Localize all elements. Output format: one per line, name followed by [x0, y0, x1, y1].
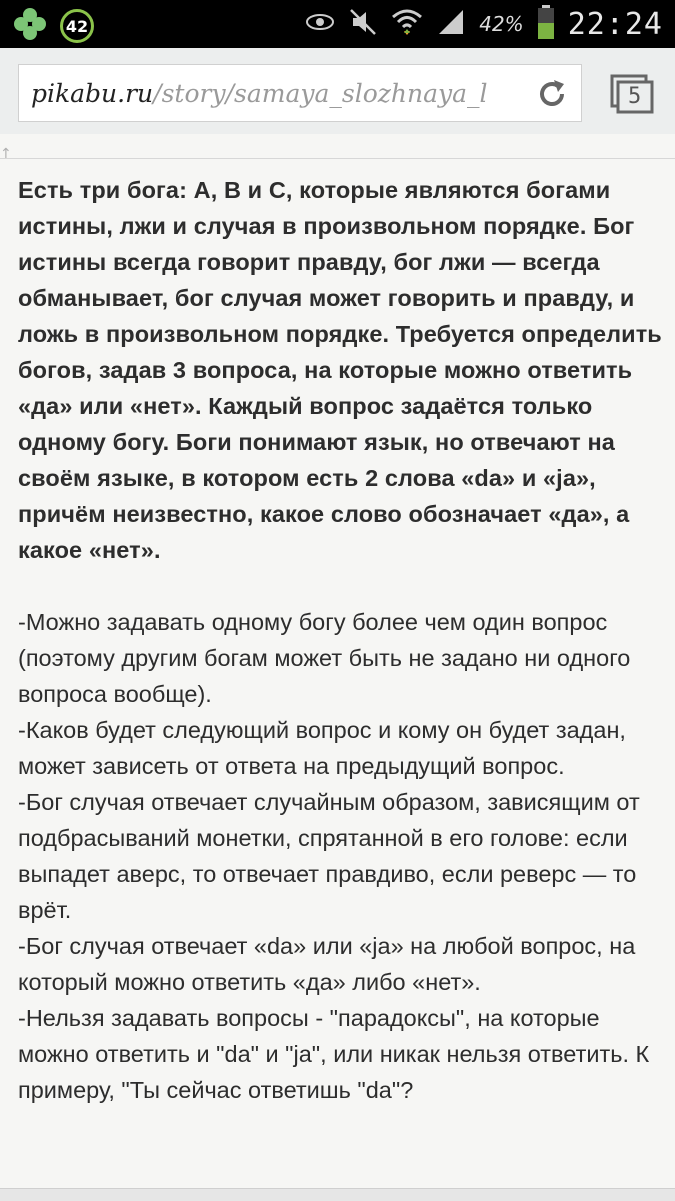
mute-icon: [349, 8, 377, 40]
url-field[interactable]: [18, 64, 582, 122]
wifi-icon: [391, 7, 423, 41]
badge-value: 42: [65, 16, 89, 36]
rule-item: -Бог случая отвечает случайным образом, зависящим от подбрасываний монетки, спрятанной в его голове: если выпадет аверс, то отвечает правдиво, если реверс — то врёт.: [18, 789, 640, 923]
reload-icon[interactable]: [535, 77, 569, 111]
page-top-divider: [0, 134, 675, 159]
rules-list: [18, 604, 668, 1108]
scroll-up-icon: ↑: [0, 146, 12, 162]
tabs-count: 5: [628, 84, 642, 109]
bottom-edge: [0, 1188, 675, 1201]
address-bar: [0, 48, 675, 135]
battery-icon: [538, 5, 554, 43]
url-text[interactable]: [31, 79, 521, 108]
battery-level-circle-icon: [60, 9, 94, 43]
rule-item: -Каков будет следующий вопрос и кому он будет задан, может зависеть от ответа на предыдущий вопрос.: [18, 717, 626, 779]
status-bar: [0, 0, 675, 48]
signal-icon: [437, 8, 465, 40]
rule-item: -Бог случая отвечает «da» или «ja» на любой вопрос, на который можно ответить «да» либо «нет».: [18, 933, 636, 995]
battery-percent: 42%: [479, 12, 524, 36]
eye-icon: [305, 12, 335, 36]
rule-item: -Можно задавать одному богу более чем один вопрос (поэтому другим богам может быть не задано ни одного вопроса вообще).: [18, 609, 631, 707]
url-domain: pikabu.ru: [31, 79, 154, 108]
clover-icon: [12, 6, 48, 46]
puzzle-statement: Есть три бога: A, B и C, которые являются богами истины, лжи и случая в произвольном порядке. Бог истины всегда говорит правду, бог лжи — всегда обманывает, бог случая может говорить и правду, и ложь в произвольном порядке. Требуется определить богов, задав 3 вопроса, на которые можно ответить «да» или «нет». Каждый вопрос задаётся только одному богу. Боги понимают язык, но отвечают на своём языке, в котором есть 2 слова «da» и «ja», причём неизвестно, какое слово обозначает «да», а какое «нет».: [18, 177, 662, 563]
article-content: [18, 172, 668, 1108]
url-path: /story/samaya_slozhnaya_l: [153, 79, 488, 108]
rule-item: -Нельзя задавать вопросы - "парадоксы", на которые можно ответить и "da" и "ja", или никак нельзя ответить. К примеру, "Ты сейчас ответишь "da"?: [18, 1005, 650, 1103]
clock: 22:24: [567, 6, 663, 42]
tabs-button[interactable]: [606, 72, 654, 116]
